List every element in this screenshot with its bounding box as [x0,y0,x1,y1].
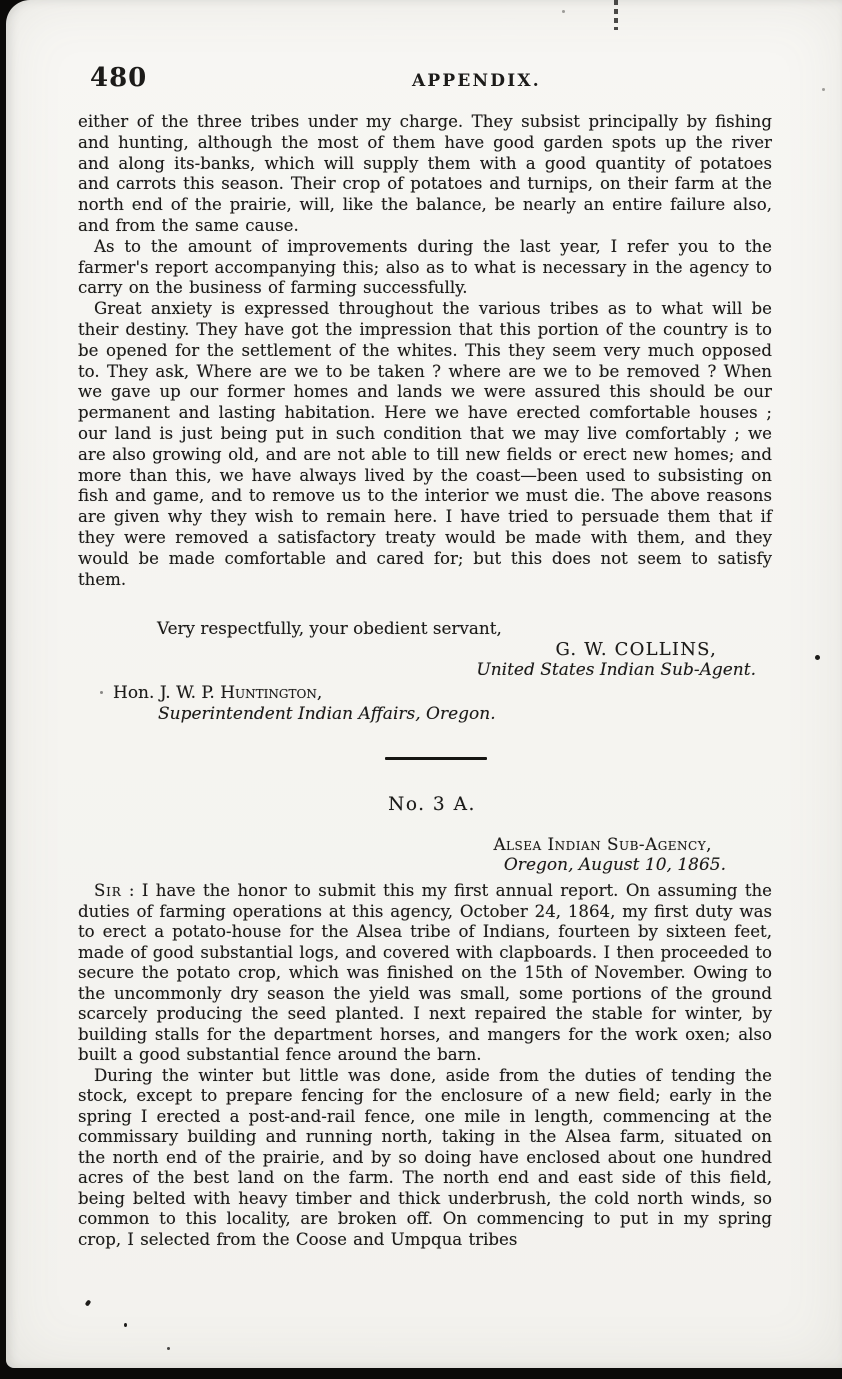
addressee-title: Superintendent Indian Affairs, Oregon. [158,704,496,724]
addressee-name: Huntington [220,683,317,703]
paragraph: Great anxiety is expressed throughout the various tribes as to what will be their destiny. They have got the impression that this portion of the country is to be opened for the settlement of the whites. This they seem very much opposed to. They ask, Where are we to be taken ? where are we to be removed ? When we gave up our former homes and lands we were assured this should be our permanent and lasting habitation. Here we have erected comfortable houses ; our land is just being put in such condition that we may live comfortably ; we are also growing old, and are not able to till new fields or erect new homes; and more than this, we have always lived by the coast—been used to subsisting on fish and game, and to remove us to the interior we must die. The above reasons are given why they wish to remain here. I have tried to persuade them that if they were removed a satisfactory treaty would be made with them, and they would be made comfortable and cared for; but this does not seem to satisfy them. [78,299,772,589]
addressee-line [113,683,772,704]
document-number-heading: No. 3 A. [388,794,476,815]
ink-speckle [85,1299,92,1306]
paragraph: As to the amount of improvements during the last year, I refer you to the farmer's report accompanying this; also as to what is necessary in the agency to carry on the business of farming successfully. [78,236,772,298]
ink-speckle [562,10,565,13]
section-divider-rule [385,757,487,760]
paragraph-salutation [78,881,772,1066]
paragraph: During the winter but little was done, aside from the duties of tending the stock, except to prepare fencing for the enclosure of a new field; early in the spring I erected a post-and-rail fence, one mile in length, commencing at the commissary building and running north, taking in the Alsea farm, situated on the north end of the prairie, and by so doing have enclosed about one hundred acres of the best land on the farm. The north end and east side of this field, being belted with heavy timber and thick underbrush, the cold north winds, so common to this locality, are broken off. On commencing to put in my spring crop, I selected from the Coose and Umpqua tribes [78,1065,772,1249]
letter-collins-body [78,112,772,590]
ink-speckle [124,1323,127,1327]
paragraph-text: : I have the honor to submit this my first annual report. On assuming the duties of farming operations at this agency, October 24, 1864, my first duty was to erect a potato-house for the Alsea tribe of Indians, fourteen by sixteen feet, made of good substantial logs, and covered with clapboards. I then proceeded to secure the potato crop, which was finished on the 15th of November. Owing to the uncommonly dry season the yield was small, some portions of the ground scarcely producing the seed planted. I next repaired the stable for winter, by building stalls for the department horses, and mangers for the work oxen; also built a good substantial fence around the barn. [78,881,772,1064]
running-head: APPENDIX. [412,71,541,91]
addressee-suffix: , [316,683,323,703]
closing-line: Very respectfully, your obedient servant, [157,618,502,638]
letter-collins-signature-block [78,618,772,725]
ink-speckle [815,655,820,660]
ink-speckle [167,1347,170,1350]
ink-speckle [822,88,825,91]
signature-title: United States Indian Sub-Agent. [476,660,756,680]
addressee-prefix: Hon. J. W. P. [113,683,221,703]
agency-name: Alsea Indian Sub-Agency, [493,834,712,854]
paragraph-continuation: either of the three tribes under my charge. They subsist principally by fishing and hunting, although the most of them have good garden spots up the river and along its-banks, which will supply them with a good quantity of potatoes and carrots this season. Their crop of potatoes and turnips, on their farm at the north end of the prairie, will, like the balance, be nearly an entire failure also, and from the same cause. [78,112,772,235]
dateline-block [78,834,772,875]
ink-mark-artifact [614,0,618,30]
salutation: Sir [94,881,122,900]
ink-speckle [100,691,103,694]
page-number: 480 [90,63,148,93]
signature-name: G. W. COLLINS, [555,639,717,660]
dateline: Oregon, August 10, 1865. [503,855,726,875]
letter-alsea-body [78,881,772,1250]
